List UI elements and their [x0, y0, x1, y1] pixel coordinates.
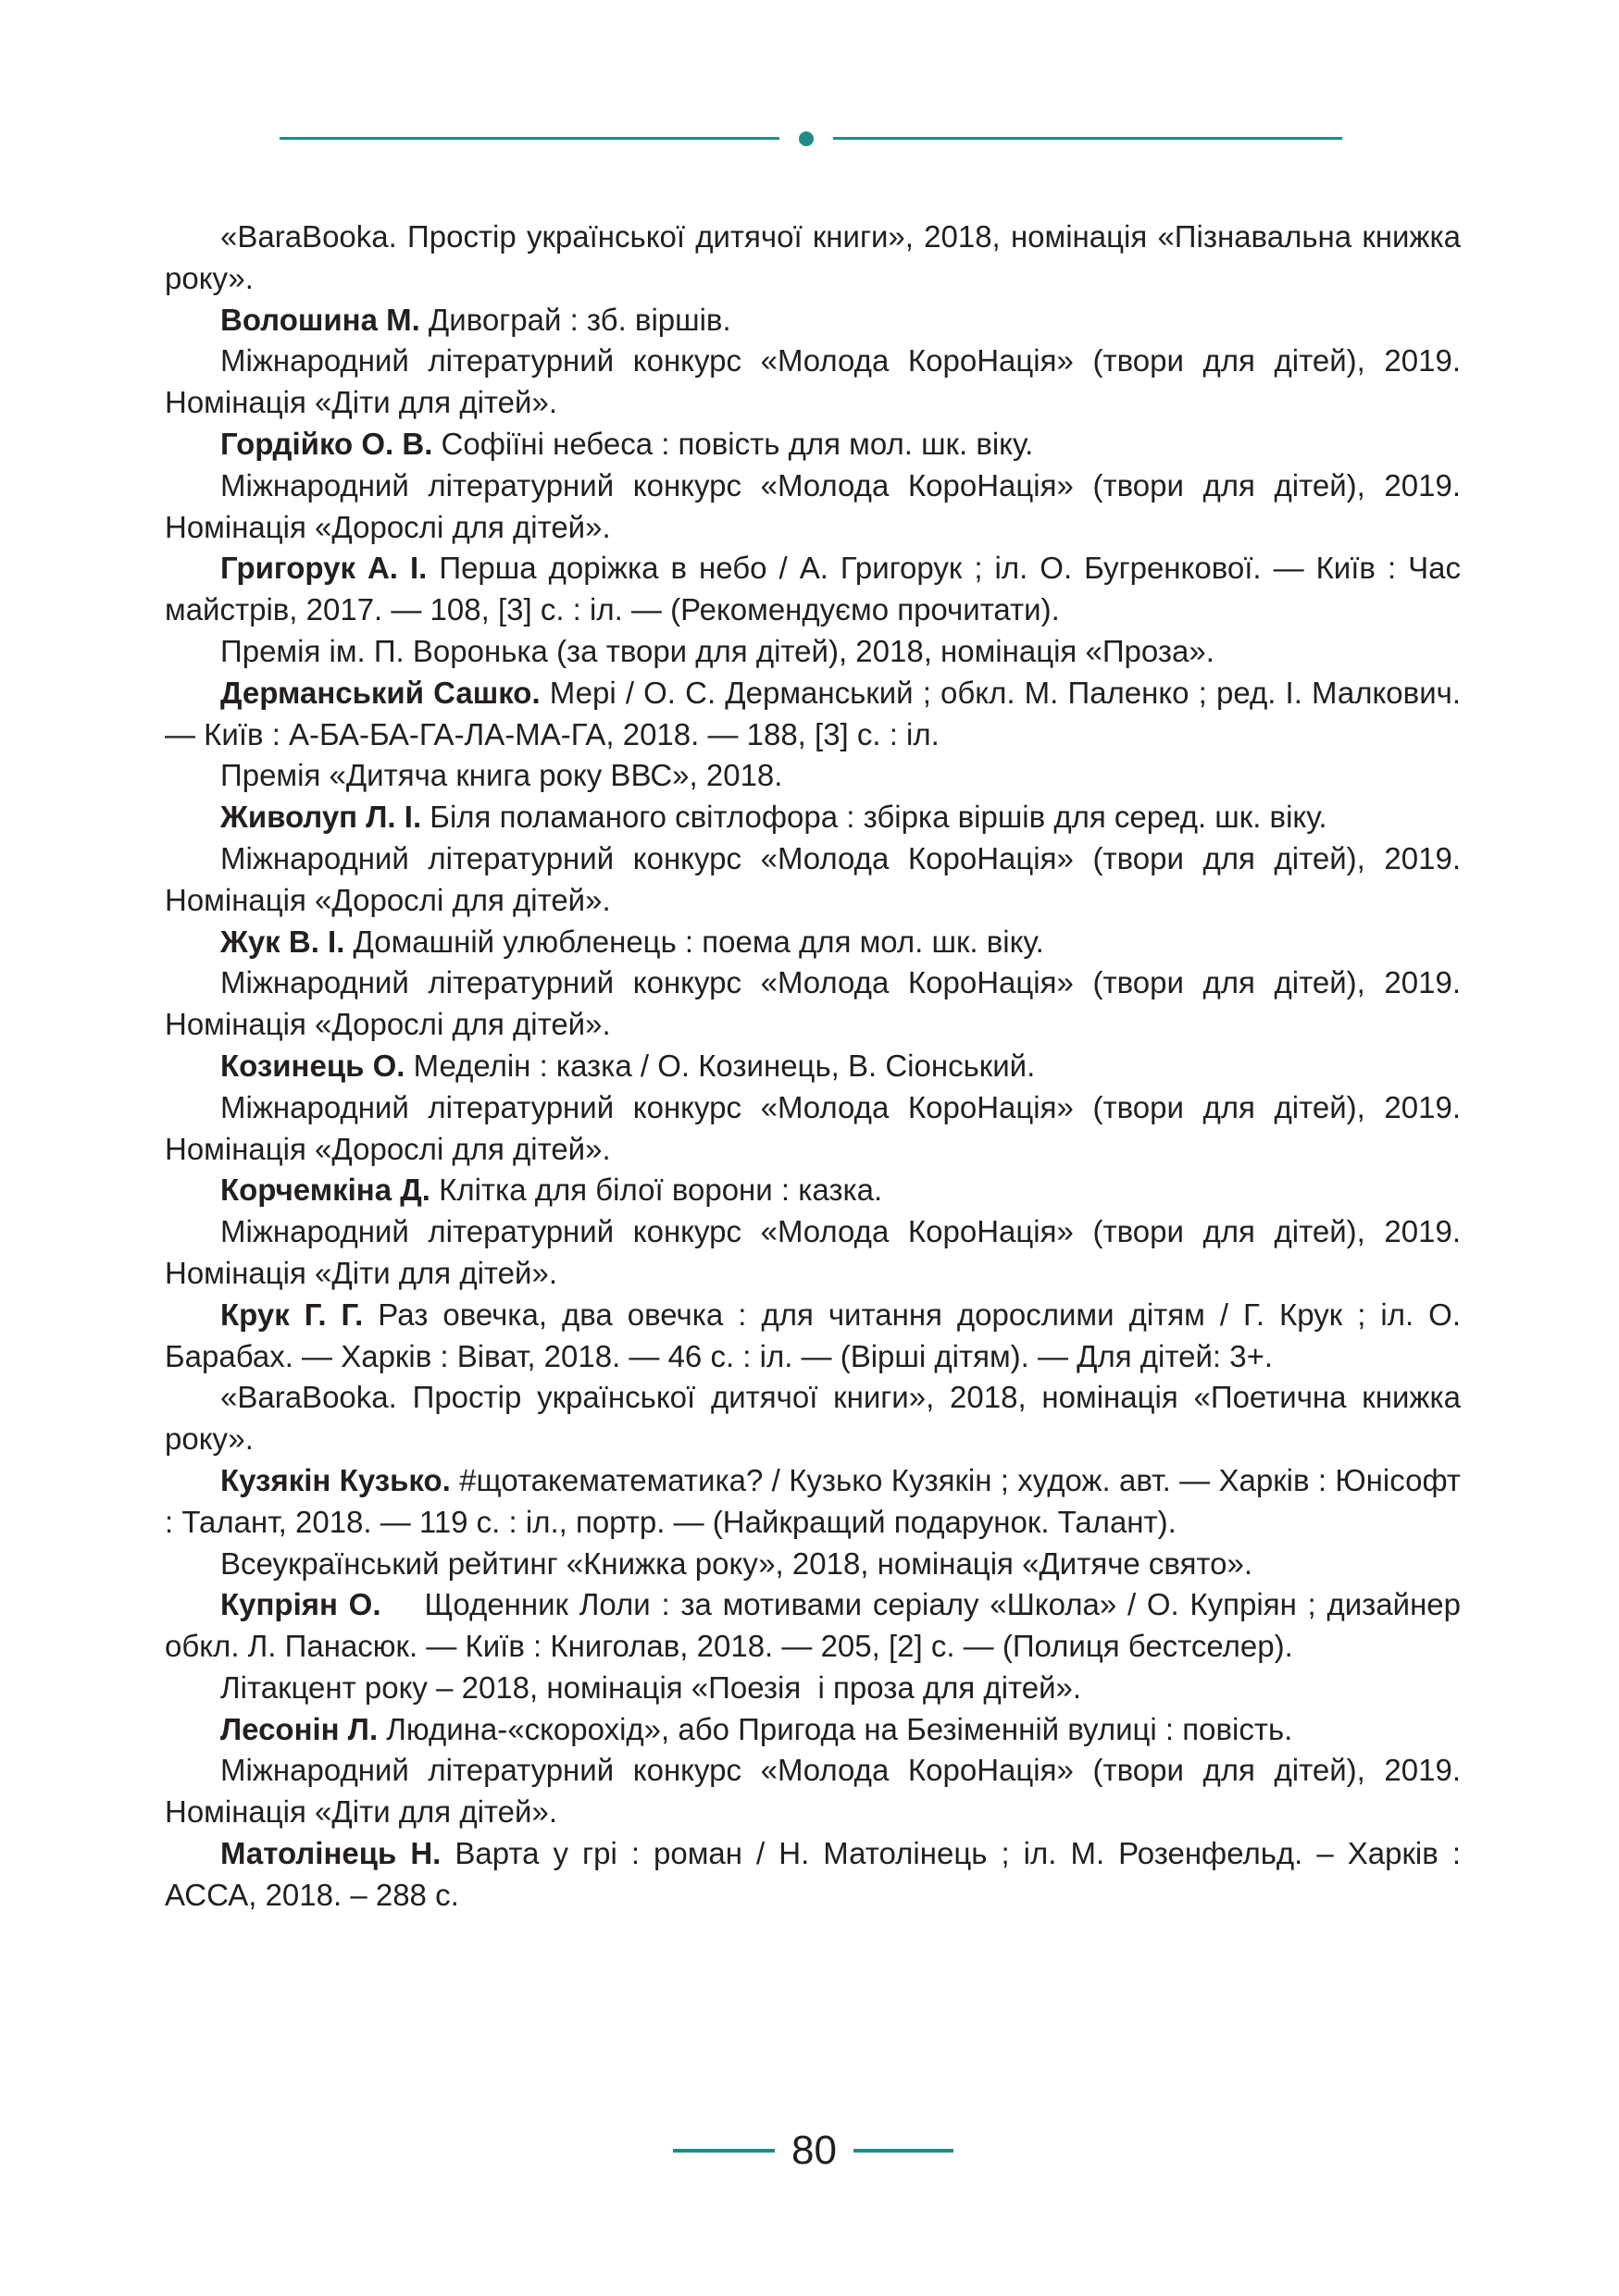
award-note — [165, 1211, 1470, 1295]
entry-text: Клітка для білої ворони : казка. — [430, 1173, 883, 1208]
bibliography-entry — [165, 797, 1461, 838]
entry-author: Кузякін Кузько. — [220, 1462, 451, 1497]
entry-text: Меделін : казка / О. Козинець, В. Сіонський. — [405, 1048, 1036, 1083]
entry-text: Премія ім. П. Воронька (за твори для дітей), 2018, номінація «Проза». — [220, 633, 1214, 668]
award-note — [165, 341, 1470, 424]
entry-author: Живолуп Л. І. — [220, 800, 422, 835]
bibliography-entry — [165, 1709, 1461, 1751]
entry-text: Літакцент року – 2018, номінація «Поезія і проза для дітей». — [220, 1669, 1082, 1705]
bibliography-entry — [165, 1460, 1470, 1544]
award-note — [165, 1377, 1470, 1460]
bibliography-entry — [165, 548, 1470, 631]
entry-text: Міжнародний літературний конкурс «Молода КороНація» (твори для дітей), 2019. Номінація «Діти для дітей». — [165, 343, 1470, 420]
entry-text: «BaraBooka. Простір української дитячої книги», 2018, номінація «Поетична книжка року». — [165, 1380, 1470, 1457]
entry-text: Міжнародний літературний конкурс «Молода КороНація» (твори для дітей), 2019. Номінація «Дорослі для дітей». — [165, 965, 1470, 1042]
entry-author: Козинець О. — [220, 1048, 405, 1083]
entry-author: Дерманський Сашко. — [220, 675, 541, 710]
bibliography-entry — [165, 922, 1461, 963]
bibliography-entry — [165, 673, 1470, 756]
bibliography-list — [165, 217, 1470, 1917]
entry-text: Софіїні небеса : повість для мол. шк. віку. — [432, 426, 1034, 461]
entry-text: Мері / О. С. Дерманський ; обкл. М. Паленко ; ред. І. Малкович. — Київ : А-БА-БА-ГА-ЛА-МА-ГА, 2018. — 188, [3] с. : іл. — [165, 675, 1470, 751]
entry-text: Міжнародний літературний конкурс «Молода КороНація» (твори для дітей), 2019. Номінація «Діти для дітей». — [165, 1753, 1470, 1830]
header-rule-dot — [799, 131, 814, 146]
award-note — [165, 1544, 1461, 1585]
award-note — [165, 217, 1470, 300]
award-note — [165, 838, 1470, 922]
entry-text: Біля поламаного світлофора : збірка віршів для серед. шк. віку. — [421, 800, 1327, 835]
footer-rule-right — [853, 2149, 953, 2153]
entry-author: Волошина М. — [220, 302, 420, 337]
page-number: 80 — [791, 2128, 837, 2173]
entry-text: Варта у грі : роман / Н. Матолінець ; іл. М. Розенфельд. – Харків : АССА, 2018. – 288 с. — [165, 1836, 1470, 1912]
bibliography-entry — [165, 1584, 1470, 1668]
entry-author: Корчемкіна Д. — [220, 1173, 430, 1208]
entry-author: Жук В. І. — [220, 924, 345, 959]
entry-text: Міжнародний літературний конкурс «Молода КороНація» (твори для дітей), 2019. Номінація «Діти для дітей». — [165, 1214, 1470, 1290]
bibliography-entry — [165, 424, 1461, 465]
header-rule-right-line — [833, 137, 1342, 140]
bibliography-entry — [165, 1046, 1461, 1087]
award-note — [165, 1668, 1461, 1709]
award-note — [165, 1750, 1470, 1833]
award-note — [165, 465, 1470, 549]
entry-text: Міжнародний літературний конкурс «Молода КороНація» (твори для дітей), 2019. Номінація «Дорослі для дітей». — [165, 467, 1470, 544]
entry-text: Людина-«скорохід», або Пригода на Безіменній вулиці : повість. — [378, 1711, 1293, 1746]
entry-author: Купріян О. — [220, 1587, 381, 1622]
entry-text: «BaraBooka. Простір української дитячої книги», 2018, номінація «Пізнавальна книжка року». — [165, 219, 1470, 295]
bibliography-entry — [165, 1833, 1470, 1917]
bibliography-entry — [165, 300, 1461, 341]
entry-text: Всеукраїнський рейтинг «Книжка року», 2018, номінація «Дитяче свято». — [220, 1545, 1253, 1581]
entry-text: Премія «Дитяча книга року ВВС», 2018. — [220, 758, 783, 793]
entry-author: Матолінець Н. — [220, 1836, 442, 1871]
entry-author: Лесонін Л. — [220, 1711, 379, 1746]
entry-text: Міжнародний літературний конкурс «Молода КороНація» (твори для дітей), 2019. Номінація «Дорослі для дітей». — [165, 1089, 1470, 1166]
award-note — [165, 1087, 1470, 1171]
award-note — [165, 755, 1461, 797]
entry-text: Раз овечка, два овечка : для читання дорослими дітям / Г. Крук ; іл. О. Барабах. — Харків : Віват, 2018. — 46 с. : іл. — (Вірші дітям). — Для дітей: 3+. — [165, 1297, 1470, 1373]
entry-author: Гордійко О. В. — [220, 426, 433, 461]
award-note — [165, 962, 1470, 1046]
entry-text: Міжнародний літературний конкурс «Молода КороНація» (твори для дітей), 2019. Номінація «Дорослі для дітей». — [165, 840, 1470, 917]
footer-rule-left — [673, 2149, 775, 2153]
entry-author: Крук Г. Г. — [220, 1297, 364, 1332]
entry-text: Дивограй : зб. віршів. — [419, 302, 731, 337]
entry-text: #щотакематематика? / Кузько Кузякін ; худож. авт. — Харків : Юнісофт : Талант, 2018. — 119 с. : іл., портр. — (Найкращий подарунок. Талант). — [165, 1462, 1470, 1539]
entry-text: Щоденник Лоли : за мотивами серіалу «Школа» / О. Купріян ; дизайнер обкл. Л. Панасюк. — Київ : Книголав, 2018. — 205, [2] с. — (Полиця бестселер). — [165, 1587, 1470, 1664]
entry-text: Домашній улюбленець : поема для мол. шк. віку. — [344, 924, 1044, 959]
page-footer — [0, 2121, 1619, 2177]
entry-text: Перша доріжка в небо / А. Григорук ; іл. О. Бугренкової. — Київ : Час майстрів, 2017. — 108, [3] с. : іл. — (Рекомендуємо прочитати). — [165, 551, 1470, 627]
header-rule-left-line — [280, 137, 779, 140]
bibliography-entry — [165, 1295, 1470, 1378]
entry-author: Григорук А. І. — [220, 551, 428, 586]
bibliography-entry — [165, 1170, 1461, 1211]
award-note — [165, 631, 1461, 673]
header-rule — [280, 131, 1342, 144]
